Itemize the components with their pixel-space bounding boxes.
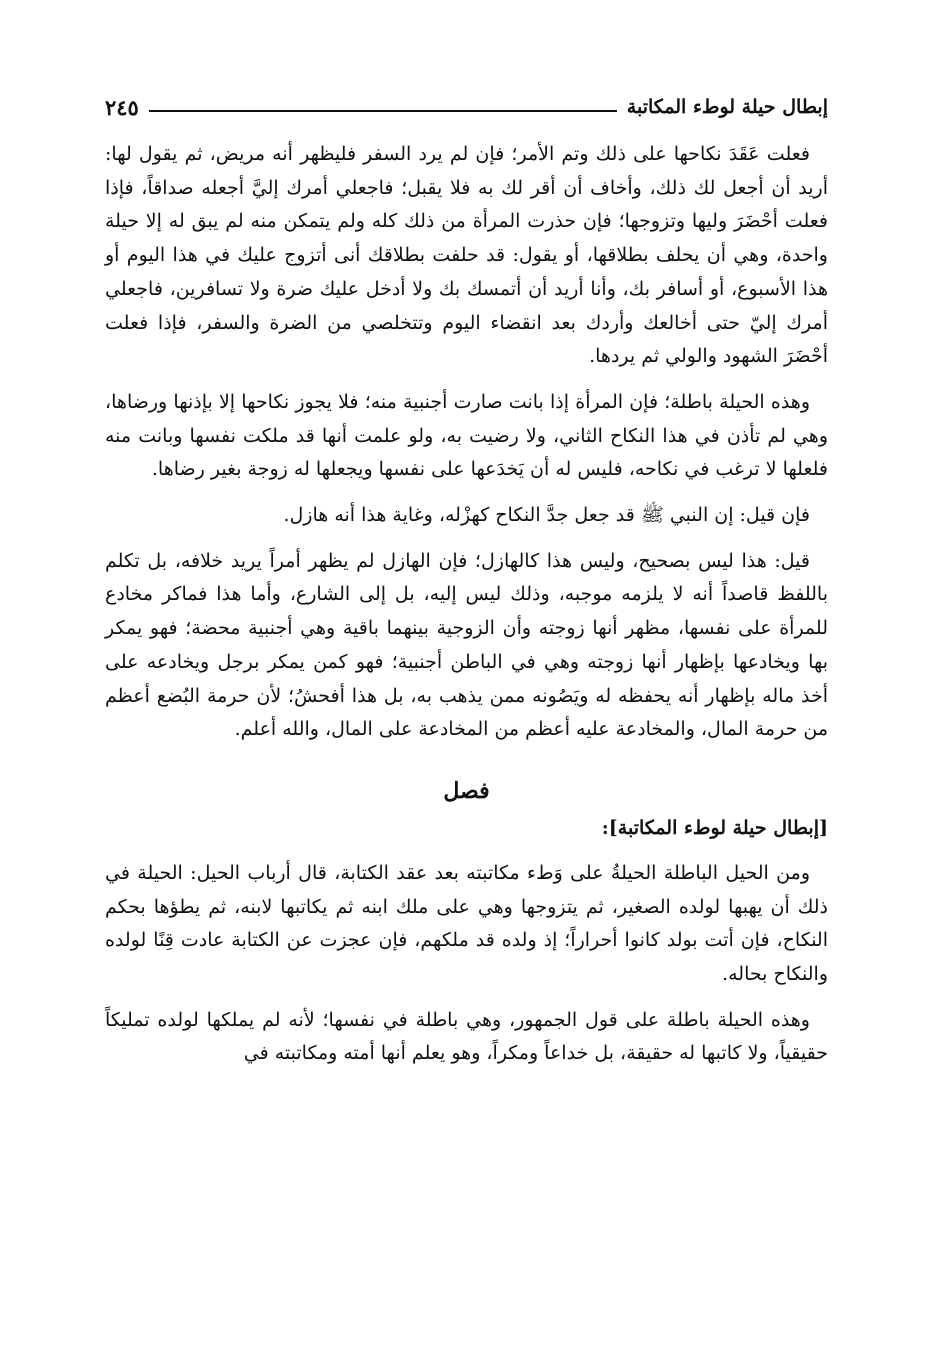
paragraph-4: قيل: هذا ليس بصحيح، وليس هذا كالهازل؛ فإن الهازل لم يظهر أمراً يريد خلافه، بل تكلم باللفظ قاصداً أنه لا يلزمه موجبه، وذلك ليس إليه، بل إلى الشارع، وأما هذا فماكر مخادع للمرأة على نفسها، مظهر أنها زوجته وأن الزوجية بينهما باقية وهي أجنبية محضة؛ فهو يمكر بها ويخادعها بإظهار أنها زوجته وهي في الباطن أجنبية؛ فهو كمن يمكر برجل ويخادعه على أخذ ماله بإظهار أنه يحفظه له ويَصُونه ممن يذهب به، بل هذا أفحشُ؛ لأن حرمة البُضع أعظم من حرمة المال، والمخادعة عليه أعظم من المخادعة على المال، والله أعلم. bbox=[105, 549, 828, 741]
paragraph-1: فعلت عَقَدَ نكاحها على ذلك وتم الأمر؛ فإن لم يرد السفر فليظهر أنه مريض، ثم يقول لها: أريد أن أجعل لك ذلك، وأخاف أن أقر لك به فلا يقبل؛ فاجعلي أمرك إليَّ أجعله صداقاً، فإذا فعلت أحْضَرَ وليها وتزوجها؛ فإن حذرت المرأة من ذلك كله ولم يتمكن منه لم يبق له إلا حيلة واحدة، وهي أن يحلف بطلاقها، أو يقول: قد حلفت بطلاقك أنى أتزوج عليك في هذا اليوم أو هذا الأسبوع، أو أسافر بك، وأنا أريد أن أتمسك بك ولا أدخل عليك ضرة ولا تسافرين، فاجعلي أمرك إليّ حتى أخالعك وأردك بعد انقضاء اليوم وتتخلصي من الضرة والسفر، فإذا فعلت أحْضَرَ الشهود والولي ثم يردها. bbox=[105, 143, 828, 368]
running-title: إبطال حيلة لوطء المكاتبة bbox=[626, 96, 828, 118]
section-subtitle: [إبطال حيلة لوطء المكاتبة]: bbox=[601, 816, 828, 839]
header-divider bbox=[149, 110, 617, 112]
section-paragraph-2: وهذه الحيلة باطلة على قول الجمهور، وهي باطلة في نفسها؛ لأنه لم يملكها لولده تمليكاً حقيقياً، ولا كاتبها له حقيقة، بل خداعاً ومكراً، وهو يعلم أنها أمته ومكاتبته في bbox=[105, 1008, 828, 1065]
paragraph-2: وهذه الحيلة باطلة؛ فإن المرأة إذا بانت صارت أجنبية منه؛ فلا يجوز نكاحها إلا بإذنها ورضاها، وهي لم تأذن في هذا النكاح الثاني، ولا رضيت به، ولو علمت أنها قد ملكت نفسها وبانت منه فلعلها لا ترغب في نكاحه، فليس له أن يَخدَعها على نفسها ويجعلها له زوجة بغير رضاها. bbox=[105, 390, 828, 481]
paragraph-3: فإن قيل: إن النبي ﷺ قد جعل جدَّ النكاح كهزْله، وغاية هذا أنه هازل. bbox=[283, 504, 810, 527]
section-heading: فصل bbox=[443, 777, 490, 804]
book-page bbox=[105, 88, 828, 1071]
page-number: ٢٤٥ bbox=[105, 94, 139, 120]
running-header bbox=[105, 88, 828, 126]
section-paragraph-1: ومن الحيل الباطلة الحيلةُ على وَطء مكاتبته بعد عقد الكتابة، قال أرباب الحيل: الحيلة في ذلك أن يهبها لولده الصغير، ثم يتزوجها وهي على ملك ابنه ثم يكاتبها لابنه، ثم يطؤها بحكم النكاح، فإن أتت بولد كانوا أحراراً؛ إذ ولده قد ملكهم، فإن عجزت عن الكتابة عادت قِنًا لولده والنكاح بحاله. bbox=[105, 861, 828, 986]
